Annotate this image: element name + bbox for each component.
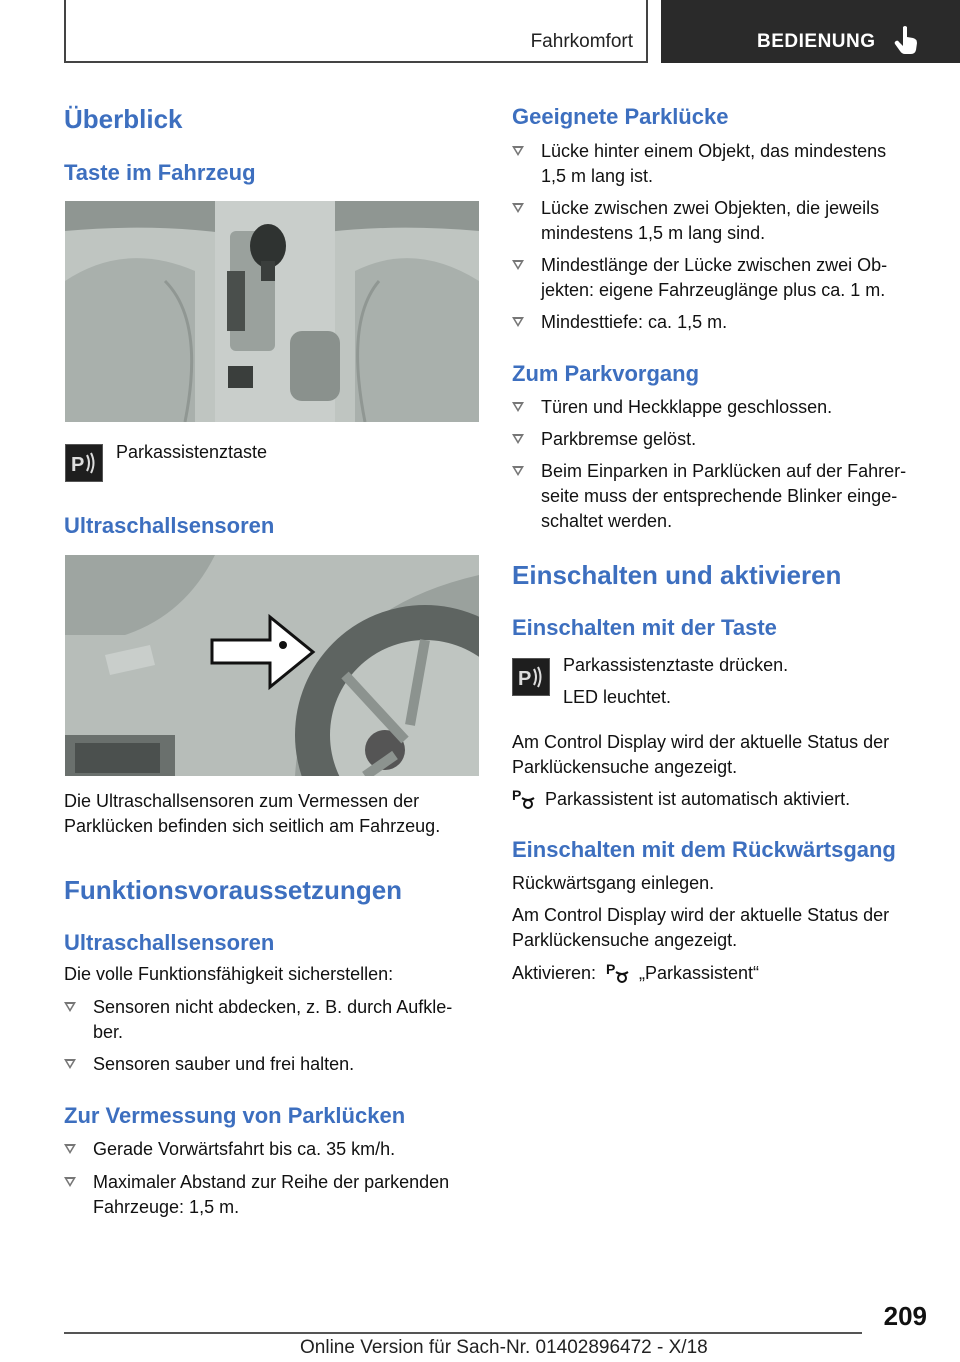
button-caption: Parkassistenztaste bbox=[116, 442, 268, 462]
heading-switch-on-with-button: Einschalten mit der Taste bbox=[512, 615, 777, 640]
bullet-triangle-icon bbox=[512, 146, 524, 156]
bullet-triangle-icon bbox=[512, 260, 524, 270]
heading-switch-on-and-activate: Einschalten und aktivieren bbox=[512, 560, 842, 590]
park-assist-status-icon bbox=[606, 960, 632, 984]
svg-text:P: P bbox=[71, 454, 85, 476]
heading-measuring-parking-spaces: Zur Vermessung von Parklücken bbox=[64, 1103, 406, 1128]
svg-text:P: P bbox=[606, 961, 616, 977]
park-assist-button-icon bbox=[65, 444, 103, 482]
header-tab-label: BEDIENUNG bbox=[757, 31, 876, 52]
bullet-triangle-icon bbox=[512, 317, 524, 327]
heading-parking-process: Zum Parkvorgang bbox=[512, 361, 700, 386]
page-number: 209 bbox=[883, 1301, 927, 1331]
header-section-title: Fahrkomfort bbox=[530, 31, 633, 52]
online-version-footer: Online Version für Sach-Nr. 01402896472 - X/18 bbox=[300, 1337, 708, 1358]
press-button-text: Parkassistenztaste drücken. bbox=[563, 655, 789, 675]
console-photo bbox=[65, 201, 479, 422]
sensors-text-line2: Parklücken befinden sich seitlich am Fahrzeug. bbox=[64, 816, 441, 836]
display-text-line1: Am Control Display wird der aktuelle Status der bbox=[512, 732, 890, 752]
header-tab[interactable] bbox=[661, 0, 960, 63]
auto-activated-text: Parkassistent ist automatisch aktiviert. bbox=[545, 789, 851, 809]
sensor-photo bbox=[65, 555, 479, 776]
heading-switch-on-with-reverse-gear: Einschalten mit dem Rückwärtsgang bbox=[512, 837, 896, 862]
park-assist-button-icon bbox=[512, 658, 550, 696]
pointing-hand-icon bbox=[894, 25, 920, 55]
heading-suitable-parking-space: Geeignete Parklücke bbox=[512, 104, 729, 129]
activate-value: „Parkassistent“ bbox=[639, 963, 760, 983]
bullet-triangle-icon bbox=[64, 1177, 76, 1187]
bullet-triangle-icon bbox=[512, 203, 524, 213]
sensors-text-line1: Die Ultraschallsensoren zum Vermessen der bbox=[64, 791, 420, 811]
park-assist-status-icon bbox=[512, 786, 538, 810]
heading-ultrasonic-sensors-2: Ultraschallsensoren bbox=[64, 930, 275, 955]
svg-text:P: P bbox=[512, 787, 522, 803]
activate-label: Aktivieren: bbox=[512, 963, 597, 983]
heading-function-requirements: Funktionsvoraussetzungen bbox=[64, 875, 403, 905]
svg-text:P: P bbox=[518, 668, 532, 690]
led-text: LED leuchtet. bbox=[563, 687, 672, 707]
display-text-line2: Parklückensuche angezeigt. bbox=[512, 757, 738, 777]
heading-overview: Überblick bbox=[64, 104, 183, 134]
reverse-gear-text: Rückwärtsgang einlegen. bbox=[512, 873, 715, 893]
bullet-triangle-icon bbox=[64, 1002, 76, 1012]
bullet-triangle-icon bbox=[512, 466, 524, 476]
footer-divider bbox=[64, 1332, 862, 1334]
heading-button-in-vehicle: Taste im Fahrzeug bbox=[64, 160, 256, 185]
requirements-intro: Die volle Funktionsfähigkeit sicherstellen: bbox=[64, 964, 394, 984]
bullet-triangle-icon bbox=[512, 434, 524, 444]
bullet-triangle-icon bbox=[64, 1144, 76, 1154]
heading-ultrasonic-sensors: Ultraschallsensoren bbox=[64, 513, 275, 538]
bullet-triangle-icon bbox=[64, 1059, 76, 1069]
display2-text-line1: Am Control Display wird der aktuelle Status der bbox=[512, 905, 890, 925]
display2-text-line2: Parklückensuche angezeigt. bbox=[512, 930, 738, 950]
bullet-triangle-icon bbox=[512, 402, 524, 412]
